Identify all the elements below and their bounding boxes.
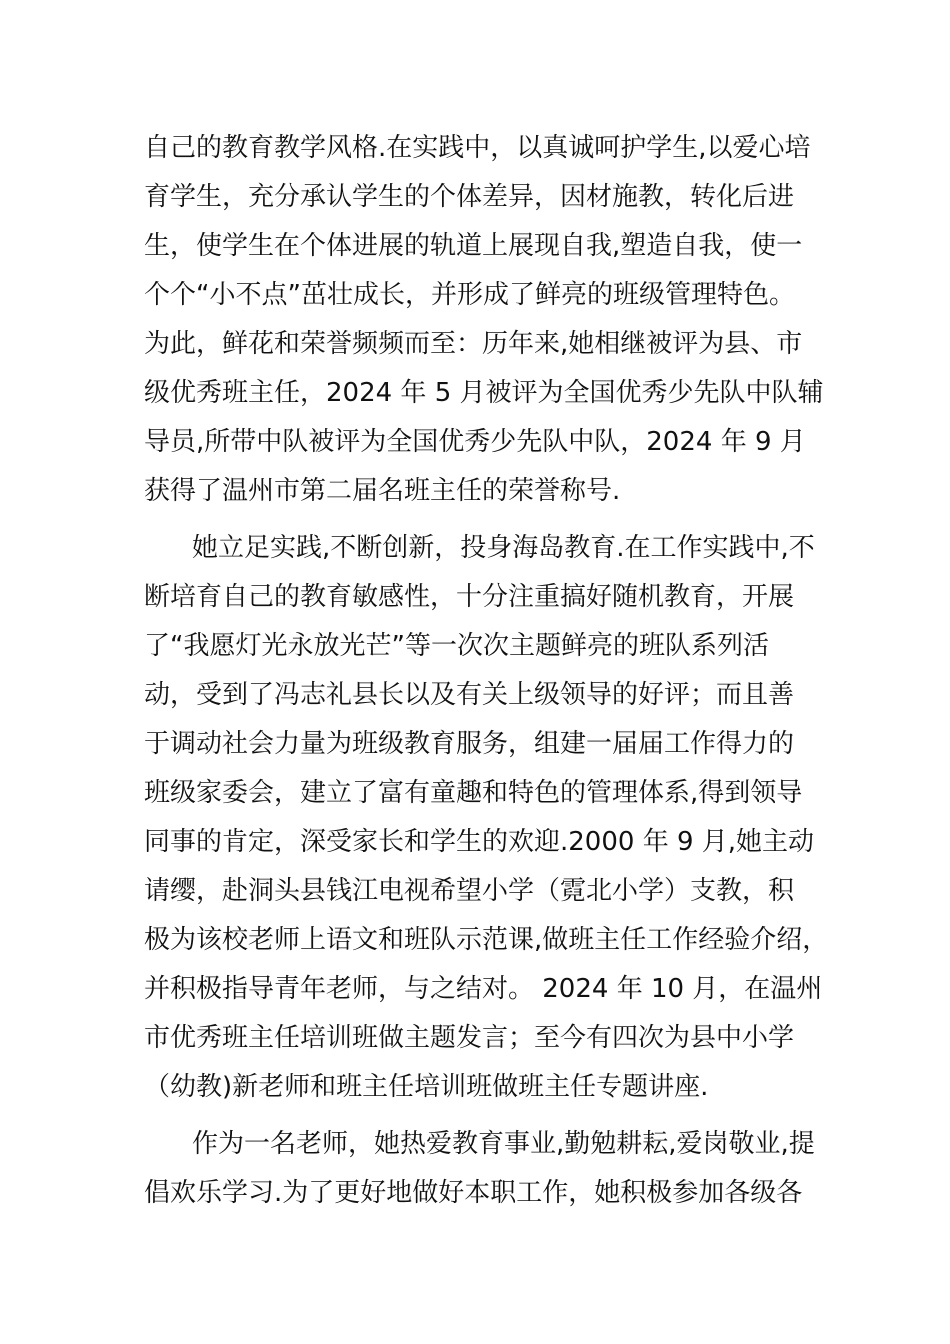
text-line: 并积极指导青年老师，与之结对。 2024 年 10 月，在温州 (144, 974, 823, 1004)
text-line: 了“我愿灯光永放光芒”等一次次主题鲜亮的班队系列活 (144, 631, 769, 661)
text-line: 为此，鲜花和荣誉频频而至：历年来,她相继被评为县、市 (144, 329, 803, 359)
text-line: 自己的教育教学风格.在实践中，以真诚呵护学生,以爱心培 (144, 133, 811, 163)
text-line: 作为一名老师，她热爱教育事业,勤勉耕耘,爱岗敬业,提 (192, 1129, 815, 1159)
text-line: 断培育自己的教育敏感性，十分注重搞好随机教育，开展 (144, 582, 795, 612)
text-line: 育学生，充分承认学生的个体差异，因材施教，转化后进 (144, 182, 795, 212)
text-line: 导员,所带中队被评为全国优秀少先队中队，2024 年 9 月 (144, 427, 806, 457)
text-line: 生，使学生在个体进展的轨道上展现自我,塑造自我，使一 (144, 231, 803, 261)
text-line: 动，受到了冯志礼县长以及有关上级领导的好评；而且善 (144, 680, 795, 710)
text-line: 同事的肯定，深受家长和学生的欢迎.2000 年 9 月,她主动 (144, 827, 815, 857)
text-line: 级优秀班主任，2024 年 5 月被评为全国优秀少先队中队辅 (144, 378, 824, 408)
text-line: 获得了温州市第二届名班主任的荣誉称号. (144, 476, 621, 506)
text-line: （幼教)新老师和班主任培训班做班主任专题讲座. (144, 1072, 709, 1102)
text-line: 请缨，赴洞头县钱江电视希望小学（霓北小学）支教，积 (144, 876, 795, 906)
text-line: 班级家委会，建立了富有童趣和特色的管理体系,得到领导 (144, 778, 803, 808)
text-line: 个个“小不点”茁壮成长，并形成了鲜亮的班级管理特色。 (144, 280, 795, 310)
text-line: 于调动社会力量为班级教育服务，组建一届届工作得力的 (144, 729, 795, 759)
text-line: 市优秀班主任培训班做主题发言；至今有四次为县中小学 (144, 1023, 795, 1053)
text-line: 极为该校老师上语文和班队示范课,做班主任工作经验介绍， (144, 925, 829, 955)
text-line: 她立足实践,不断创新，投身海岛教育.在工作实践中,不 (192, 533, 815, 563)
text-line: 倡欢乐学习.为了更好地做好本职工作，她积极参加各级各 (144, 1178, 803, 1208)
